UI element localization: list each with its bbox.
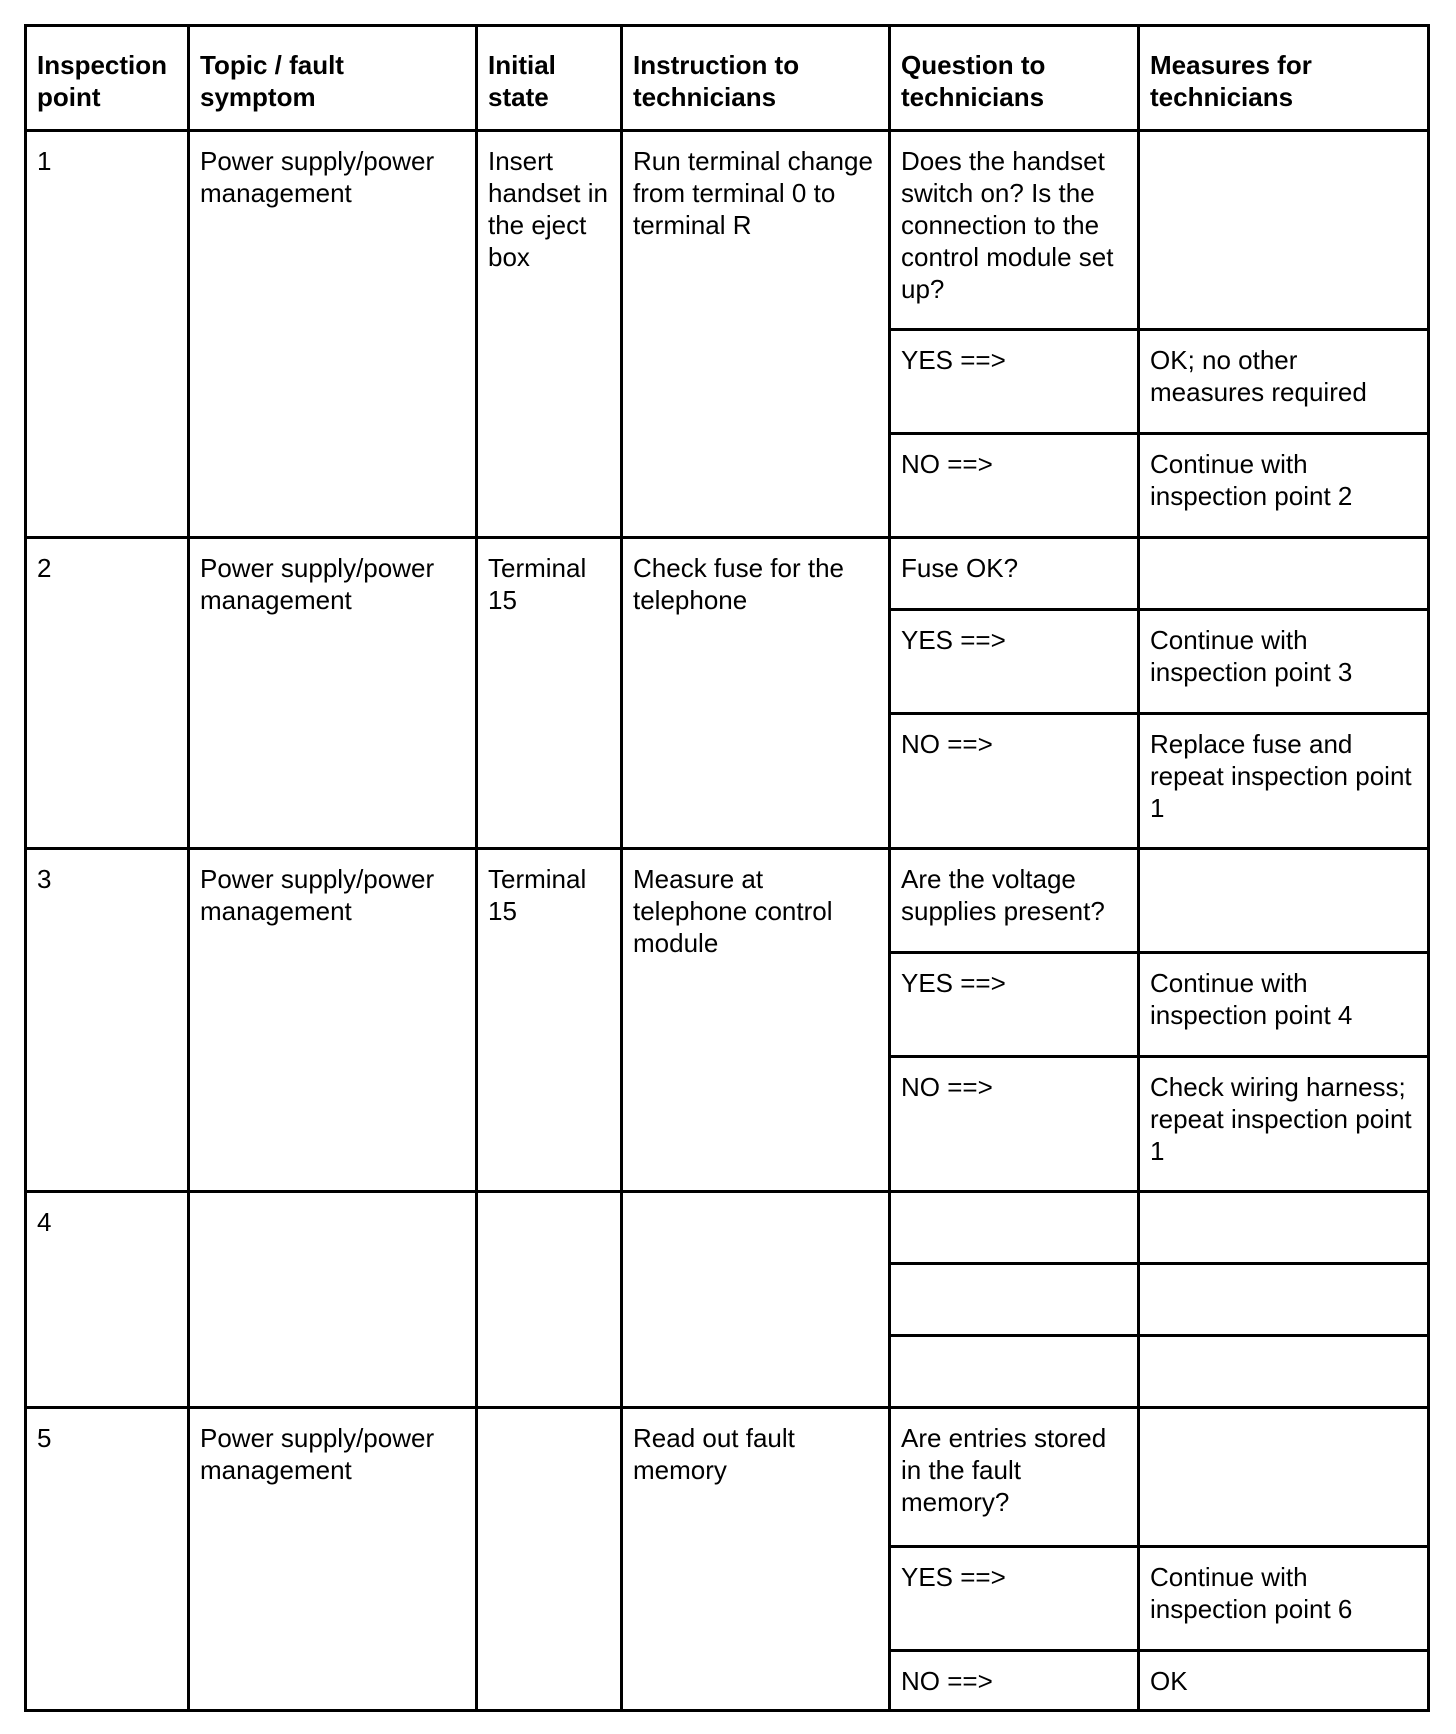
question-cell: Does the handset switch on? Is the connection to the control module set up?: [890, 131, 1139, 330]
yes-measure-cell: Continue with inspection point 6: [1139, 1547, 1429, 1651]
initial-state-cell: [477, 1192, 622, 1408]
table-row: [26, 538, 1429, 610]
no-label-cell: NO ==>: [890, 1057, 1139, 1192]
inspection-point-cell: 4: [26, 1192, 189, 1408]
inspection-table: [24, 24, 1430, 1712]
topic-cell: [189, 1192, 477, 1408]
header-measures: Measures for technicians: [1139, 26, 1429, 131]
no-measure-cell: Continue with inspection point 2: [1139, 434, 1429, 538]
question-cell: Fuse OK?: [890, 538, 1139, 610]
table-row: [26, 849, 1429, 953]
yes-label-cell: YES ==>: [890, 1547, 1139, 1651]
inspection-point-cell: 3: [26, 849, 189, 1192]
table-row: [26, 131, 1429, 330]
table-row: [26, 1408, 1429, 1547]
yes-measure-cell: Continue with inspection point 3: [1139, 610, 1429, 714]
no-label-cell: NO ==>: [890, 714, 1139, 849]
no-measure-cell: Check wiring harness; repeat inspection point 1: [1139, 1057, 1429, 1192]
yes-label-cell: [890, 1264, 1139, 1336]
initial-state-cell: Terminal 15: [477, 538, 622, 849]
instruction-cell: Run terminal change from terminal 0 to terminal R: [622, 131, 890, 538]
topic-cell: Power supply/power management: [189, 849, 477, 1192]
no-measure-cell: [1139, 1336, 1429, 1408]
initial-state-cell: Terminal 15: [477, 849, 622, 1192]
table-row: [26, 1192, 1429, 1264]
initial-state-cell: Insert handset in the eject box: [477, 131, 622, 538]
no-label-cell: NO ==>: [890, 1651, 1139, 1711]
yes-label-cell: YES ==>: [890, 330, 1139, 434]
header-row: [26, 26, 1429, 131]
topic-cell: Power supply/power management: [189, 1408, 477, 1711]
instruction-cell: Check fuse for the telephone: [622, 538, 890, 849]
yes-measure-cell: OK; no other measures required: [1139, 330, 1429, 434]
no-label-cell: [890, 1336, 1139, 1408]
topic-cell: Power supply/power management: [189, 131, 477, 538]
question-measure-cell: [1139, 1408, 1429, 1547]
instruction-cell: Read out fault memory: [622, 1408, 890, 1711]
no-measure-cell: Replace fuse and repeat inspection point 1: [1139, 714, 1429, 849]
header-question: Question to technicians: [890, 26, 1139, 131]
header-topic: Topic / fault symptom: [189, 26, 477, 131]
question-measure-cell: [1139, 1192, 1429, 1264]
yes-measure-cell: Continue with inspection point 4: [1139, 953, 1429, 1057]
header-initial-state: Initial state: [477, 26, 622, 131]
question-cell: Are entries stored in the fault memory?: [890, 1408, 1139, 1547]
topic-cell: Power supply/power management: [189, 538, 477, 849]
header-inspection-point: Inspection point: [26, 26, 189, 131]
inspection-point-cell: 2: [26, 538, 189, 849]
question-cell: [890, 1192, 1139, 1264]
question-measure-cell: [1139, 538, 1429, 610]
initial-state-cell: [477, 1408, 622, 1711]
question-cell: Are the voltage supplies present?: [890, 849, 1139, 953]
yes-label-cell: YES ==>: [890, 610, 1139, 714]
no-label-cell: NO ==>: [890, 434, 1139, 538]
inspection-point-cell: 1: [26, 131, 189, 538]
inspection-point-cell: 5: [26, 1408, 189, 1711]
question-measure-cell: [1139, 131, 1429, 330]
header-instruction: Instruction to technicians: [622, 26, 890, 131]
yes-label-cell: YES ==>: [890, 953, 1139, 1057]
instruction-cell: [622, 1192, 890, 1408]
question-measure-cell: [1139, 849, 1429, 953]
yes-measure-cell: [1139, 1264, 1429, 1336]
no-measure-cell: OK: [1139, 1651, 1429, 1711]
instruction-cell: Measure at telephone control module: [622, 849, 890, 1192]
